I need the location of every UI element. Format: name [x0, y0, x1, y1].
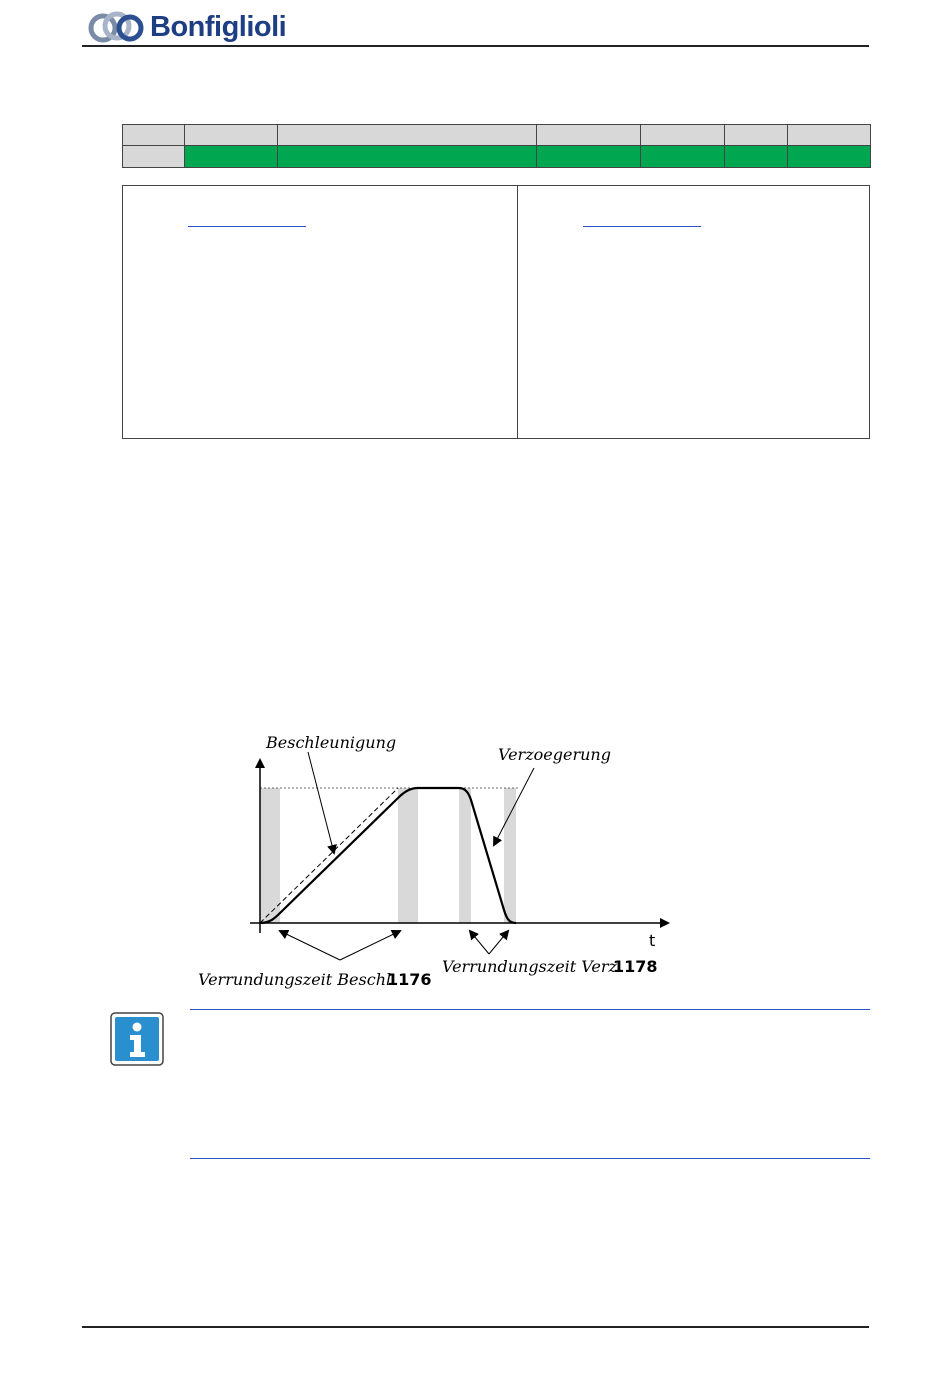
table-header-cell: [185, 125, 278, 146]
rounding-zone: [504, 788, 516, 923]
table-cell-highlight: [725, 146, 788, 168]
table-header-cell: [641, 125, 725, 146]
rounding-accel-arrow-right: [340, 931, 400, 960]
accel-label-arrow: [308, 752, 334, 853]
table-cell-highlight: [185, 146, 278, 168]
table-cell-highlight: [278, 146, 537, 168]
linear-ramp-line: [260, 788, 398, 923]
rounding-decel-param: 1178: [613, 957, 658, 976]
link-underline-right[interactable]: [583, 226, 701, 227]
table-header-cell: [278, 125, 537, 146]
table-cell-highlight: [788, 146, 871, 168]
table-cell: [123, 146, 185, 168]
parameter-description-box: [122, 185, 870, 439]
rounding-accel-param: 1176: [387, 970, 432, 989]
table-cell-highlight: [537, 146, 641, 168]
ramp-diagram: [190, 728, 680, 998]
info-icon: [110, 1012, 164, 1066]
description-column-right: [518, 186, 869, 438]
table-cell-highlight: [641, 146, 725, 168]
decel-label: Verzoegerung: [498, 745, 611, 764]
rounding-decel-label: Verrundungszeit Verz.: [442, 957, 623, 976]
note-rule-top: [190, 1009, 870, 1010]
accel-label: Beschleunigung: [266, 733, 397, 752]
brand-logo: [88, 9, 286, 45]
table-row: [123, 146, 871, 168]
rounding-accel-arrow-left: [280, 931, 340, 960]
parameter-table: [122, 124, 871, 168]
rounding-zone: [260, 788, 280, 923]
interlocked-rings-logo: [88, 11, 144, 43]
footer-rule: [82, 1326, 869, 1328]
table-header-cell: [123, 125, 185, 146]
table-header-cell: [537, 125, 641, 146]
rounding-zone: [459, 788, 471, 923]
rounding-accel-label: Verrundungszeit Beschl.: [198, 970, 397, 989]
table-header-cell: [725, 125, 788, 146]
s-curve-ramp: [260, 788, 516, 923]
note-rule-bottom: [190, 1158, 870, 1159]
time-axis-label: t: [649, 931, 656, 950]
rounding-zone: [398, 788, 418, 923]
brand-name: Bonfiglioli: [150, 10, 287, 43]
rounding-decel-arrow-left: [470, 931, 489, 954]
header-rule: [82, 45, 869, 47]
table-header-cell: [788, 125, 871, 146]
rounding-decel-arrow-right: [489, 931, 508, 954]
description-column-left: [123, 186, 518, 438]
link-underline-left[interactable]: [188, 226, 306, 227]
table-header-row: [123, 125, 871, 146]
